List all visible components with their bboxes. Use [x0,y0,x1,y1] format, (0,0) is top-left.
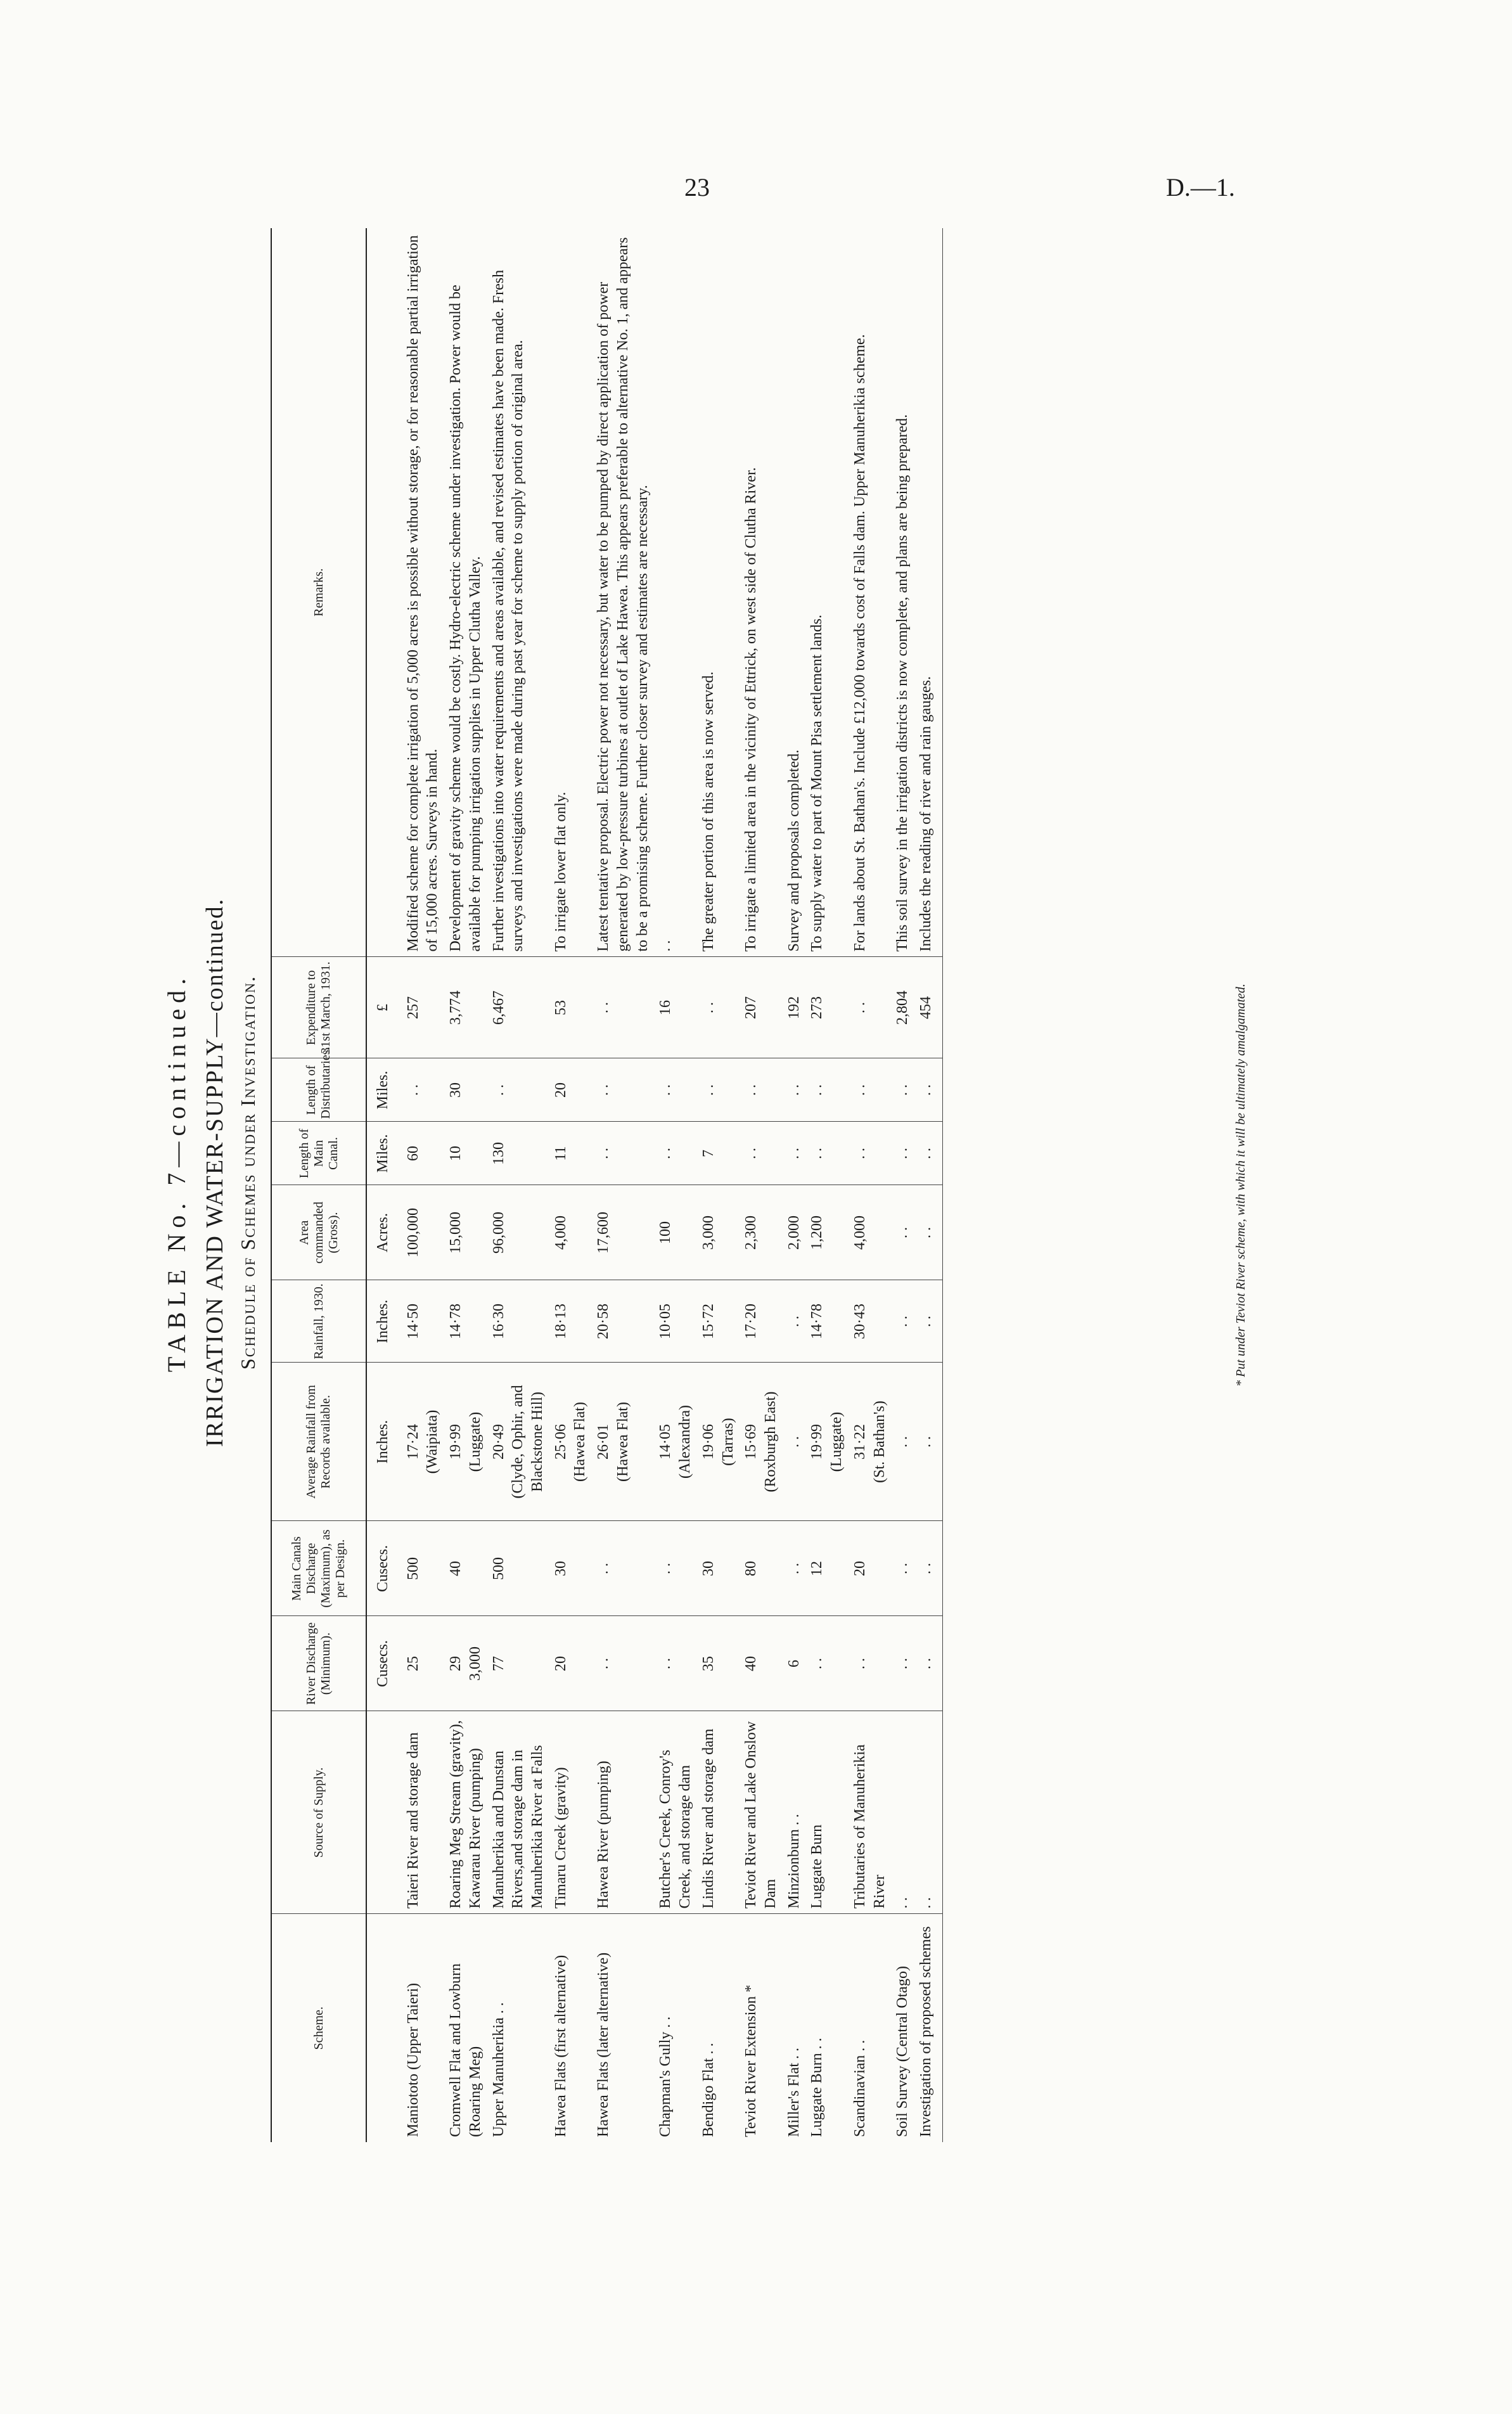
table-cell: . . [654,228,696,957]
table-cell: Includes the reading of river and rain gauges. [914,228,942,957]
table-cell: 10 [444,1122,487,1185]
table-cell: The greater portion of this area is now served. [697,228,740,957]
table-cell: 2,300 [740,1185,782,1280]
table-cell: 273 [805,957,848,1058]
table-cell: For lands about St. Bathan's. Include £12,000 towards cost of Falls dam. Upper Manuherikia scheme. [849,228,891,957]
table-cell: . . [891,1521,914,1616]
table-caption: Schedule of Schemes under Investigation. [236,975,259,1370]
table-cell: . . [849,957,891,1058]
footnote: * Put under Teviot River scheme, with which it will be ultimately amalgamated. [1234,984,1248,1387]
table-cell: 26·01 (Hawea Flat) [592,1363,654,1521]
table-cell: . . [592,1122,654,1185]
table-row [740,228,782,2142]
table-cell: . . [592,1521,654,1616]
table-cell: Luggate Burn . . [809,2038,826,2137]
table-cell: 207 [740,957,782,1058]
table-cell: . . [805,1058,848,1122]
table-row [783,228,806,2142]
unit-cell: Cusecs. [366,1616,395,1711]
table-cell: Teviot River and Lake Onslow Dam [740,1711,782,1914]
table-cell: 30·43 [849,1280,891,1363]
table-cell: 30 [697,1521,740,1616]
table-cell: 100,000 [395,1185,444,1280]
table-cell: 6,467 [487,957,549,1058]
table-cell: 500 [487,1521,549,1616]
table-cell: . . [891,1058,914,1122]
table-cell: 2,804 [891,957,914,1058]
table-row [395,228,444,2142]
table-row [914,228,942,2142]
column-header: Remarks. [271,228,366,957]
table-cell: . . [487,1058,549,1122]
unit-cell: Inches. [366,1363,395,1521]
table-cell: Cromwell Flat and Lowburn (Roaring Meg) [447,1963,484,2137]
rotated-table-region [149,203,1264,2142]
table-cell: 15·72 [697,1280,740,1363]
column-header: Length of Distributaries. [271,1058,366,1122]
table-cell: . . [891,1185,914,1280]
table-cell: Manuherikia and Dunstan Rivers,and storage dam in Manuherikia River at Falls [487,1711,549,1914]
table-cell: Luggate Burn [805,1711,848,1914]
table-cell: 3,774 [444,957,487,1058]
table-cell: Teviot River Extension * [743,1984,760,2137]
table-cell: To irrigate lower flat only. [549,228,592,957]
table-cell: 15·69 (Roxburgh East) [740,1363,782,1521]
column-header: Expenditure to 31st March, 1931. [271,957,366,1058]
table-cell: 12 [805,1521,848,1616]
table-cell: 257 [395,957,444,1058]
table-cell: Modified scheme for complete irrigation of 5,000 acres is possible without storage, or for reasonable partial irrigation of 15,000 acres. Surveys in hand. [395,228,444,957]
table-cell: 35 [697,1616,740,1711]
table-cell: Tributaries of Manuherikia River [849,1711,891,1914]
table-row [849,228,891,2142]
column-header: Source of Supply. [271,1711,366,1914]
table-cell: 10·05 [654,1280,696,1363]
table-cell: 11 [549,1122,592,1185]
table-title: TABLE No. 7—continued. [162,972,191,1373]
table-cell: 14·50 [395,1280,444,1363]
table-cell: . . [697,957,740,1058]
column-header: Rainfall, 1930. [271,1280,366,1363]
column-header: Length of Main Canal. [271,1122,366,1185]
table-cell: Development of gravity scheme would be costly. Hydro-electric scheme under investigation. Power would be available for pumping irrigation supplies in Upper Clutha Valley. [444,228,487,957]
table-cell: Hawea Flats (first alternative) [552,1955,569,2137]
table-cell: Taieri River and storage dam [395,1711,444,1914]
document-reference: D.—1. [1166,173,1235,202]
table-cell: 53 [549,957,592,1058]
table-cell: 130 [487,1122,549,1185]
column-header: Average Rainfall from Records available. [271,1363,366,1521]
table-cell: . . [914,1280,942,1363]
table-cell: 17,600 [592,1185,654,1280]
table-cell: . . [914,1521,942,1616]
table-cell: 40 [444,1521,487,1616]
table-cell: Butcher's Creek, Conroy's Creek, and storage dam [654,1711,696,1914]
table-cell: . . [891,1122,914,1185]
table-cell: . . [783,1058,806,1122]
table-cell: . . [914,1711,942,1914]
table-cell: Roaring Meg Stream (gravity), Kawarau River (pumping) [444,1711,487,1914]
schemes-table [271,228,943,2142]
table-cell: . . [891,1363,914,1521]
table-cell: Upper Manuherikia . . [490,2002,507,2137]
table-cell: . . [805,1122,848,1185]
table-cell: . . [849,1122,891,1185]
table-cell: 96,000 [487,1185,549,1280]
table-cell: 80 [740,1521,782,1616]
page-number: 23 [684,173,710,202]
unit-cell: Inches. [366,1280,395,1363]
unit-cell: Acres. [366,1185,395,1280]
table-cell: Hawea River (pumping) [592,1711,654,1914]
table-cell: Maniototo (Upper Taieri) [404,1982,421,2137]
table-cell: 6 [783,1616,806,1711]
table-cell: 4,000 [849,1185,891,1280]
table-cell: 20 [549,1058,592,1122]
table-row [592,228,654,2142]
table-cell: 30 [549,1521,592,1616]
table-cell: 14·78 [444,1280,487,1363]
table-cell: . . [891,1280,914,1363]
table-cell: To irrigate a limited area in the vicinity of Ettrick, on west side of Clutha River. [740,228,782,957]
table-cell: 19·06 (Tarras) [697,1363,740,1521]
table-cell: 40 [740,1616,782,1711]
table-row [487,228,549,2142]
table-cell: 19·99 (Luggate) [805,1363,848,1521]
table-cell: 3,000 [697,1185,740,1280]
table-row [444,228,487,2142]
table-cell: . . [805,1616,848,1711]
table-cell: Chapman's Gully . . [657,2016,674,2137]
table-cell: Further investigations into water requirements and areas available, and revised estimates have been made. Fresh surveys and investigations were made during past year for scheme to supply portion of original area. [487,228,549,957]
column-header: Area commanded (Gross). [271,1185,366,1280]
table-cell: . . [783,1280,806,1363]
table-subtitle: IRRIGATION AND WATER-SUPPLY—continued. [202,897,228,1448]
table-cell: . . [592,1058,654,1122]
table-cell: 100 [654,1185,696,1280]
table-cell: 25 [395,1616,444,1711]
units-row [366,228,395,2142]
table-cell: Lindis River and storage dam [697,1711,740,1914]
table-cell: Scandinavian . . [851,2039,868,2137]
table-cell: Latest tentative proposal. Electric power not necessary, but water to be pumped by direct application of power generated by low-pressure turbines at outlet of Lake Hawea. This appears preferable to alternative No. 1, and appears to be a promising scheme. Further closer survey and estimates are necessary. [592,228,654,957]
table-cell: 77 [487,1616,549,1711]
unit-cell: £ [366,957,395,1058]
table-cell: Miller's Flat . . [785,2048,802,2137]
table-cell: 16 [654,957,696,1058]
unit-cell [366,1711,395,1914]
unit-cell: Miles. [366,1058,395,1122]
table-cell: . . [891,1616,914,1711]
table-cell: Investigation of proposed schemes [914,1914,942,2142]
table-cell: To supply water to part of Mount Pisa settlement lands. [805,228,848,957]
table-cell: . . [592,957,654,1058]
table-cell: 20 [549,1616,592,1711]
table-cell: . . [740,1058,782,1122]
column-header: River Discharge (Minimum). [271,1616,366,1711]
unit-cell: Cusecs. [366,1521,395,1616]
table-cell: 30 [444,1058,487,1122]
column-header: Scheme. [271,1914,366,2142]
table-cell: . . [914,1058,942,1122]
table-cell: 7 [697,1122,740,1185]
table-cell: 14·78 [805,1280,848,1363]
table-cell: 192 [783,957,806,1058]
table-cell: . . [914,1185,942,1280]
table-cell: 25·06 (Hawea Flat) [549,1363,592,1521]
table-cell: 20·49 (Clyde, Ophir, and Blackstone Hill) [487,1363,549,1521]
table-cell: . . [740,1122,782,1185]
table-cell: . . [783,1363,806,1521]
unit-cell: Miles. [366,1122,395,1185]
table-cell: 4,000 [549,1185,592,1280]
table-cell: . . [592,1616,654,1711]
table-cell: Hawea Flats (later alternative) [595,1952,612,2137]
table-cell: . . [914,1363,942,1521]
table-cell: 20·58 [592,1280,654,1363]
table-cell: . . [654,1122,696,1185]
table-cell: . . [654,1616,696,1711]
table-cell: . . [654,1058,696,1122]
column-header: Main Canals Discharge (Maximum), as per Design. [271,1521,366,1616]
table-cell: 2,000 [783,1185,806,1280]
table-cell: . . [914,1122,942,1185]
table-cell: 17·24 (Waipiata) [395,1363,444,1521]
table-cell: 1,200 [805,1185,848,1280]
table-cell: . . [395,1058,444,1122]
table-cell: 454 [914,957,942,1058]
table-cell: 20 [849,1521,891,1616]
table-row [549,228,592,2142]
table-cell: 19·99 (Luggate) [444,1363,487,1521]
table-row [697,228,740,2142]
table-cell: 31·22 (St. Bathan's) [849,1363,891,1521]
table-cell: 60 [395,1122,444,1185]
table-row [654,228,696,2142]
table-cell: . . [891,1711,914,1914]
table-cell: 17·20 [740,1280,782,1363]
table-cell: 500 [395,1521,444,1616]
table-cell: This soil survey in the irrigation districts is now complete, and plans are being prepared. [891,228,914,957]
table-cell: 29 3,000 [444,1616,487,1711]
table-cell: . . [914,1616,942,1711]
table-cell: . . [654,1521,696,1616]
table-cell: Survey and proposals completed. [783,228,806,957]
table-row [805,228,848,2142]
table-cell: . . [849,1058,891,1122]
unit-cell [366,1914,395,2142]
table-cell: Minzionburn . . [783,1711,806,1914]
table-cell: . . [849,1616,891,1711]
unit-cell [366,228,395,957]
table-cell: . . [783,1122,806,1185]
table-cell: 18·13 [549,1280,592,1363]
table-cell: . . [783,1521,806,1616]
table-cell: Soil Survey (Central Otago) [894,1966,911,2137]
table-row [891,228,914,2142]
table-cell: . . [697,1058,740,1122]
table-cell: Bendigo Flat . . [700,2043,717,2137]
table-cell: Timaru Creek (gravity) [549,1711,592,1914]
table-cell: 14·05 (Alexandra) [654,1363,696,1521]
table-cell: 15,000 [444,1185,487,1280]
table-cell: 16·30 [487,1280,549,1363]
